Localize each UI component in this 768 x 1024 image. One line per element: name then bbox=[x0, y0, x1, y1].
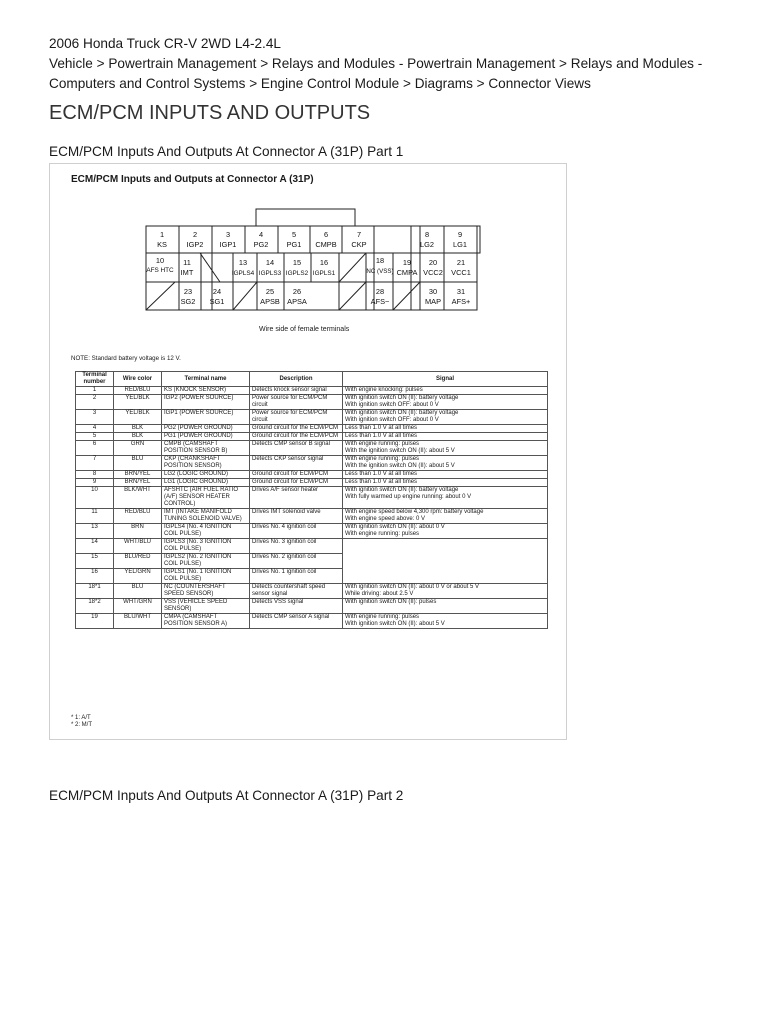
pin-26-label: APSA bbox=[287, 297, 307, 306]
table-row bbox=[76, 425, 548, 433]
pin-6-label: CMPB bbox=[315, 240, 337, 249]
cell-description: Detects CKP sensor signal bbox=[250, 456, 343, 471]
pin-2-label: IGP2 bbox=[186, 240, 204, 249]
connector-diagram bbox=[50, 164, 566, 324]
cell-terminal-number: 18*2 bbox=[76, 599, 114, 614]
cell-signal: With ignition switch ON (II): battery voltage With ignition switch OFF: about 0 V bbox=[343, 410, 548, 425]
cell-terminal-name: LG1 (LOGIC GROUND) bbox=[162, 479, 250, 487]
breadcrumb: Vehicle > Powertrain Management > Relays and Modules - Powertrain Management > Relays and Modules - Computers and Control Systems > Engine Control Module > Diagrams > Connector Views bbox=[49, 56, 703, 91]
cell-terminal-name: NC (COUNTERSHAFT SPEED SENSOR) bbox=[162, 584, 250, 599]
cell-wire-color: YEL/BLK bbox=[114, 410, 162, 425]
pin-19-label: CMPA bbox=[396, 268, 418, 277]
table-row bbox=[76, 387, 548, 395]
wire-side-caption: Wire side of female terminals bbox=[259, 326, 350, 333]
vehicle-header bbox=[49, 34, 729, 94]
pin-26-number: 26 bbox=[292, 287, 302, 296]
cell-wire-color: GRN bbox=[114, 441, 162, 456]
table-row bbox=[76, 395, 548, 410]
header-terminal-number: Terminal number bbox=[76, 372, 114, 387]
cell-description: Ground circuit for the ECM/PCM bbox=[250, 425, 343, 433]
cell-wire-color: BLK/WHT bbox=[114, 487, 162, 509]
pin-3-number: 3 bbox=[225, 230, 231, 239]
cell-terminal-name: IGP2 (POWER SOURCE) bbox=[162, 395, 250, 410]
cell-terminal-number: 7 bbox=[76, 456, 114, 471]
header-description: Description bbox=[250, 372, 343, 387]
pin-14-number: 14 bbox=[265, 258, 275, 267]
pin-7-number: 7 bbox=[356, 230, 362, 239]
pin-11-label: IMT bbox=[180, 268, 194, 277]
table-row bbox=[76, 584, 548, 599]
cell-signal: With engine speed below 4,300 rpm: battery voltage With engine speed above: 0 V bbox=[343, 509, 548, 524]
pin-24-number: 24 bbox=[212, 287, 222, 296]
cell-wire-color: WHT/GRN bbox=[114, 599, 162, 614]
cell-signal: With engine running: pulses With the ignition switch ON (II): about 5 V bbox=[343, 456, 548, 471]
cell-signal: Less than 1.0 V at all times bbox=[343, 479, 548, 487]
pin-8-label: LG2 bbox=[420, 240, 434, 249]
footnote-mt: * 2: M/T bbox=[71, 722, 93, 728]
pin-10-number: 10 bbox=[155, 256, 165, 265]
cell-wire-color: YEL/GRN bbox=[114, 569, 162, 584]
cell-signal: Less than 1.0 V at all times bbox=[343, 425, 548, 433]
cell-terminal-name: IGP1 (POWER SOURCE) bbox=[162, 410, 250, 425]
cell-terminal-number: 4 bbox=[76, 425, 114, 433]
cell-terminal-name: IMT (INTAKE MANIFOLD TUNING SOLENOID VALVE) bbox=[162, 509, 250, 524]
cell-signal: Less than 1.0 V at all times bbox=[343, 433, 548, 441]
pin-30-label: MAP bbox=[424, 297, 442, 306]
pin-18-number: 18 bbox=[375, 256, 385, 265]
cell-terminal-name: IGPLS1 (No. 1 IGNITION COIL PULSE) bbox=[162, 569, 250, 584]
cell-description: Drives A/F sensor heater bbox=[250, 487, 343, 509]
pin-13-label: IGPLS4 bbox=[231, 270, 255, 277]
cell-description: Drives IMT solenoid valve bbox=[250, 509, 343, 524]
pin-31-number: 31 bbox=[456, 287, 466, 296]
cell-signal: With ignition switch ON (II): pulses bbox=[343, 599, 548, 614]
terminal-table bbox=[75, 371, 548, 629]
figure-title: ECM/PCM Inputs and Outputs at Connector A (31P) bbox=[71, 174, 314, 185]
cell-wire-color: BLK bbox=[114, 433, 162, 441]
pin-25-number: 25 bbox=[265, 287, 275, 296]
table-body bbox=[76, 387, 548, 629]
footnote-at: * 1: A/T bbox=[71, 715, 91, 721]
connector-figure bbox=[49, 163, 567, 740]
cell-description: Drives No. 4 ignition coil bbox=[250, 524, 343, 539]
cell-wire-color: BRN bbox=[114, 524, 162, 539]
table-row bbox=[76, 614, 548, 629]
pin-13-number: 13 bbox=[238, 258, 248, 267]
pin-11-number: 11 bbox=[183, 258, 191, 267]
cell-terminal-name: PG2 (POWER GROUND) bbox=[162, 425, 250, 433]
pin-16-number: 16 bbox=[319, 258, 329, 267]
cell-description: Drives No. 2 ignition coil bbox=[250, 554, 343, 569]
cell-terminal-name: IGPLS2 (No. 2 IGNITION COIL PULSE) bbox=[162, 554, 250, 569]
cell-wire-color: BRN/YEL bbox=[114, 471, 162, 479]
pin-19-number: 19 bbox=[402, 258, 412, 267]
cell-signal: With ignition switch ON (II): battery voltage With fully warmed up engine running: about 0 V bbox=[343, 487, 548, 509]
cell-wire-color: BRN/YEL bbox=[114, 479, 162, 487]
cell-terminal-number: 18*1 bbox=[76, 584, 114, 599]
cell-signal: Less than 1.0 V at all times bbox=[343, 471, 548, 479]
cell-wire-color: YEL/BLK bbox=[114, 395, 162, 410]
cell-signal bbox=[343, 539, 548, 584]
pin-21-number: 21 bbox=[456, 258, 466, 267]
pin-4-label: PG2 bbox=[253, 240, 269, 249]
cell-signal: With engine running: pulses With the ignition switch ON (II): about 5 V bbox=[343, 441, 548, 456]
table-row bbox=[76, 456, 548, 471]
cell-terminal-name: CMPA (CAMSHAFT POSITION SENSOR A) bbox=[162, 614, 250, 629]
cell-wire-color: BLU/RED bbox=[114, 554, 162, 569]
cell-wire-color: BLK bbox=[114, 425, 162, 433]
table-row bbox=[76, 479, 548, 487]
pin-7-label: CKP bbox=[351, 240, 367, 249]
cell-wire-color: RED/BLU bbox=[114, 387, 162, 395]
pin-4-number: 4 bbox=[258, 230, 264, 239]
cell-terminal-name: CMPB (CAMSHAFT POSITION SENSOR B) bbox=[162, 441, 250, 456]
cell-description: Power source for ECM/PCM circuit bbox=[250, 395, 343, 410]
cell-terminal-name: IGPLS4 (No. 4 IGNITION COIL PULSE) bbox=[162, 524, 250, 539]
vehicle-name: 2006 Honda Truck CR-V 2WD L4-2.4L bbox=[49, 36, 281, 51]
table-header-row bbox=[76, 372, 548, 387]
pin-24-label: SG1 bbox=[209, 297, 225, 306]
cell-terminal-number: 3 bbox=[76, 410, 114, 425]
cell-terminal-number: 14 bbox=[76, 539, 114, 554]
pin-25-label: APSB bbox=[260, 297, 280, 306]
pin-9-label: LG1 bbox=[453, 240, 467, 249]
table-row bbox=[76, 441, 548, 456]
header-wire-color: Wire color bbox=[114, 372, 162, 387]
cell-description: Drives No. 3 ignition coil bbox=[250, 539, 343, 554]
cell-description: Detects CMP sensor B signal bbox=[250, 441, 343, 456]
cell-signal: With ignition switch ON (II): about 0 V or about 5 V While driving: about 2.5 V bbox=[343, 584, 548, 599]
cell-terminal-name: CKP (CRANKSHAFT POSITION SENSOR) bbox=[162, 456, 250, 471]
cell-signal: With engine knocking: pulses bbox=[343, 387, 548, 395]
pin-16-label: IGPLS1 bbox=[312, 270, 336, 277]
table-row bbox=[76, 509, 548, 524]
pin-8-number: 8 bbox=[424, 230, 430, 239]
pin-2-number: 2 bbox=[192, 230, 198, 239]
cell-signal: With ignition switch ON (II): battery voltage With ignition switch OFF: about 0 V bbox=[343, 395, 548, 410]
pin-23-label: SG2 bbox=[180, 297, 196, 306]
cell-description: Detects countershaft speed sensor signal bbox=[250, 584, 343, 599]
cell-description: Detects VSS signal bbox=[250, 599, 343, 614]
pin-5-label: PG1 bbox=[286, 240, 302, 249]
pin-9-number: 9 bbox=[457, 230, 463, 239]
cell-terminal-number: 8 bbox=[76, 471, 114, 479]
cell-terminal-number: 2 bbox=[76, 395, 114, 410]
cell-wire-color: BLU bbox=[114, 584, 162, 599]
table-row bbox=[76, 433, 548, 441]
cell-terminal-name: PG1 (POWER GROUND) bbox=[162, 433, 250, 441]
cell-terminal-name: AFSHTC (AIR FUEL RATIO (A/F) SENSOR HEATER CONTROL) bbox=[162, 487, 250, 509]
cell-terminal-number: 13 bbox=[76, 524, 114, 539]
cell-terminal-number: 15 bbox=[76, 554, 114, 569]
table-row bbox=[76, 524, 548, 539]
cell-description: Ground circuit for ECM/PCM bbox=[250, 471, 343, 479]
voltage-note: NOTE: Standard battery voltage is 12 V. bbox=[71, 355, 181, 362]
pin-6-number: 6 bbox=[323, 230, 329, 239]
cell-terminal-number: 6 bbox=[76, 441, 114, 456]
pin-20-label: VCC2 bbox=[423, 268, 443, 277]
table-row bbox=[76, 539, 548, 554]
cell-description: Drives No. 1 ignition coil bbox=[250, 569, 343, 584]
pin-15-number: 15 bbox=[292, 258, 302, 267]
cell-wire-color: BLU/WHT bbox=[114, 614, 162, 629]
cell-terminal-number: 5 bbox=[76, 433, 114, 441]
cell-terminal-number: 10 bbox=[76, 487, 114, 509]
cell-description: Ground circuit for ECM/PCM bbox=[250, 479, 343, 487]
pin-14-label: IGPLS3 bbox=[258, 270, 282, 277]
pin-20-number: 20 bbox=[428, 258, 438, 267]
footnotes bbox=[71, 715, 92, 729]
cell-terminal-number: 19 bbox=[76, 614, 114, 629]
pin-23-number: 23 bbox=[183, 287, 193, 296]
cell-signal: With ignition switch ON (II): about 0 V With engine running: pulses bbox=[343, 524, 548, 539]
pin-30-number: 30 bbox=[428, 287, 438, 296]
cell-wire-color: WHT/BLU bbox=[114, 539, 162, 554]
cell-terminal-name: IGPLS3 (No. 3 IGNITION COIL PULSE) bbox=[162, 539, 250, 554]
cell-description: Power source for ECM/PCM circuit bbox=[250, 410, 343, 425]
cell-terminal-number: 1 bbox=[76, 387, 114, 395]
cell-description: Detects knock sensor signal bbox=[250, 387, 343, 395]
cell-description: Detects CMP sensor A signal bbox=[250, 614, 343, 629]
table-row bbox=[76, 410, 548, 425]
cell-terminal-name: KS (KNOCK SENSOR) bbox=[162, 387, 250, 395]
header-signal: Signal bbox=[343, 372, 548, 387]
cell-terminal-name: VSS (VEHICLE SPEED SENSOR) bbox=[162, 599, 250, 614]
page-title: ECM/PCM INPUTS AND OUTPUTS bbox=[49, 102, 371, 124]
cell-terminal-number: 11 bbox=[76, 509, 114, 524]
pin-28-label: AFS− bbox=[370, 297, 390, 306]
section-title-part1: ECM/PCM Inputs And Outputs At Connector A (31P) Part 1 bbox=[49, 144, 404, 159]
cell-terminal-number: 9 bbox=[76, 479, 114, 487]
pin-31-label: AFS+ bbox=[451, 297, 471, 306]
cell-signal: With engine running: pulses With ignition switch ON (II): about 5 V bbox=[343, 614, 548, 629]
pin-21-label: VCC1 bbox=[451, 268, 471, 277]
pin-1-number: 1 bbox=[159, 230, 165, 239]
pin-15-label: IGPLS2 bbox=[285, 270, 309, 277]
pin-28-number: 28 bbox=[375, 287, 385, 296]
section-title-part2: ECM/PCM Inputs And Outputs At Connector A (31P) Part 2 bbox=[49, 788, 404, 803]
cell-terminal-name: LG2 (LOGIC GROUND) bbox=[162, 471, 250, 479]
pin-1-label: KS bbox=[157, 240, 167, 249]
cell-terminal-number: 16 bbox=[76, 569, 114, 584]
table-row bbox=[76, 487, 548, 509]
cell-wire-color: BLU bbox=[114, 456, 162, 471]
cell-wire-color: RED/BLU bbox=[114, 509, 162, 524]
table-row bbox=[76, 471, 548, 479]
pin-10-label: AFS HTC bbox=[146, 267, 174, 274]
pin-3-label: IGP1 bbox=[219, 240, 237, 249]
header-terminal-name: Terminal name bbox=[162, 372, 250, 387]
table-row bbox=[76, 599, 548, 614]
pin-5-number: 5 bbox=[291, 230, 297, 239]
cell-description: Ground circuit for the ECM/PCM bbox=[250, 433, 343, 441]
pin-18-label: NC (VSS) bbox=[366, 268, 394, 275]
